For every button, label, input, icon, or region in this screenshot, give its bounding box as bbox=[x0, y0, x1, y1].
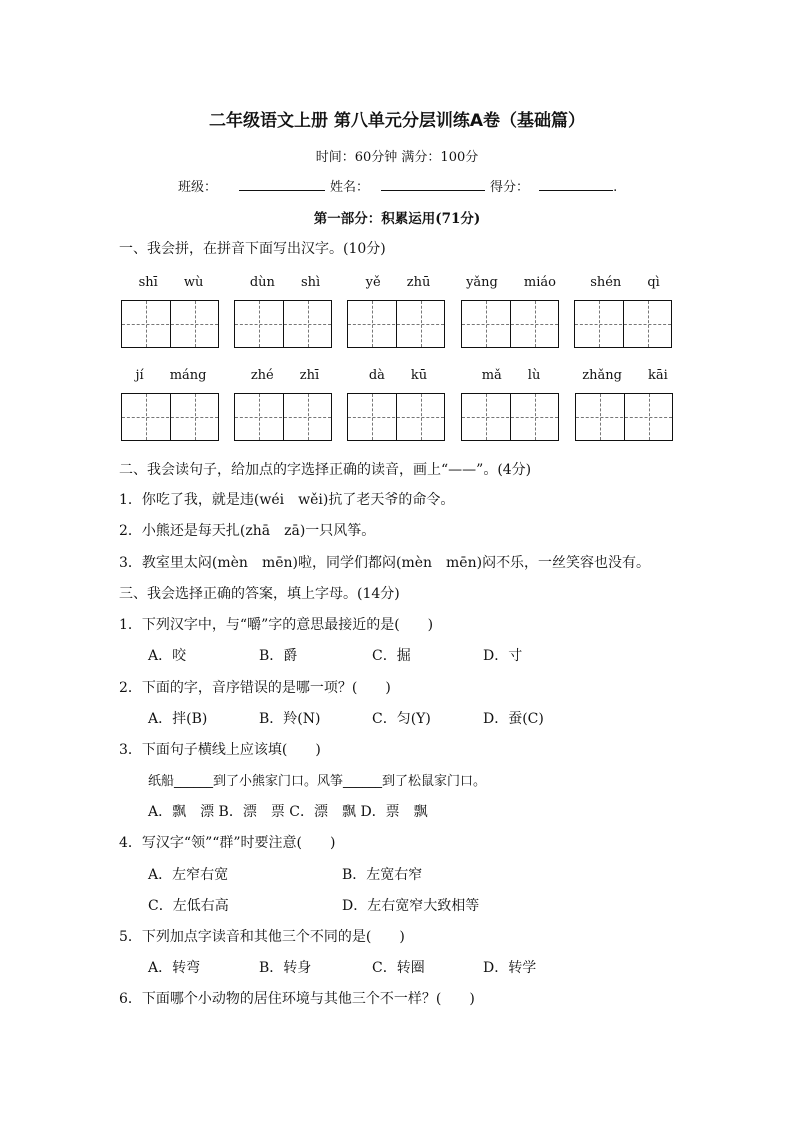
option-d[interactable]: D．寸 bbox=[483, 648, 523, 664]
option-d[interactable]: D．转学 bbox=[483, 960, 537, 976]
section1-heading: 一、我会拼，在拼音下面写出汉字。(10分) bbox=[119, 241, 386, 257]
option-b[interactable]: B．转身 bbox=[259, 960, 312, 976]
option-a[interactable]: A．左窄右宽 bbox=[148, 867, 229, 883]
question-item: 3．教室里太闷(mèn mēn)啦，同学们都闷(mèn mēn)闷不乐，一丝笑容也没有。 bbox=[119, 555, 651, 571]
question-stem: 1．下列汉字中，与“嚼”字的意思最接近的是( ) bbox=[119, 617, 434, 633]
option-d[interactable]: D．左右宽窄大致相等 bbox=[342, 898, 480, 914]
option-a[interactable]: A．转弯 bbox=[148, 960, 201, 976]
option-d[interactable]: D．蚕(C) bbox=[483, 711, 544, 727]
pinyin-cell: mǎ lù bbox=[481, 368, 541, 383]
question-item: 2．小熊还是每天扎(zhā zā)一只风筝。 bbox=[119, 523, 376, 539]
part1-heading: 第一部分：积累运用(71分) bbox=[313, 211, 481, 227]
writing-grid[interactable] bbox=[574, 300, 672, 348]
name-field[interactable] bbox=[330, 176, 485, 195]
name-label: 姓名： bbox=[330, 180, 370, 195]
option-b[interactable]: B．羚(N) bbox=[259, 711, 321, 727]
option-a[interactable]: A．拌(B) bbox=[148, 711, 208, 727]
pinyin-cell: yě zhū bbox=[365, 275, 431, 290]
question-stem: 3．下面句子横线上应该填( ) bbox=[119, 742, 321, 758]
writing-grid[interactable] bbox=[347, 300, 445, 348]
pinyin-cell: jí máng bbox=[135, 368, 207, 383]
score-field[interactable] bbox=[490, 176, 617, 195]
question-stem: 2．下面的字，音序错误的是哪一项？( ) bbox=[119, 680, 391, 696]
question-stem: 6．下面哪个小动物的居住环境与其他三个不一样？( ) bbox=[119, 991, 475, 1007]
section2-heading: 二、我会读句子，给加点的字选择正确的读音，画上“——”。(4分) bbox=[119, 462, 532, 478]
writing-grid[interactable] bbox=[121, 393, 219, 441]
pinyin-cell: zhé zhī bbox=[250, 368, 320, 383]
score-label: 得分： bbox=[490, 180, 530, 195]
option-c[interactable]: C．掘 bbox=[372, 648, 411, 664]
pinyin-cell: shī wù bbox=[138, 275, 204, 290]
score-end-dot: . bbox=[613, 180, 618, 195]
writing-grid[interactable] bbox=[121, 300, 219, 348]
page-title: 二年级语文上册 第八单元分层训练A卷（基础篇） bbox=[208, 111, 586, 131]
options-line[interactable]: A．飘 漂 B．漂 票 C．漂 飘 D．票 飘 bbox=[148, 804, 428, 820]
option-b[interactable]: B．左宽右窄 bbox=[342, 867, 423, 883]
writing-grid[interactable] bbox=[575, 393, 673, 441]
time-info: 时间：60分钟 满分：100分 bbox=[315, 150, 479, 165]
pinyin-cell: shén qì bbox=[590, 275, 660, 290]
section3-heading: 三、我会选择正确的答案，填上字母。(14分) bbox=[119, 586, 400, 602]
class-blank[interactable] bbox=[239, 176, 325, 191]
option-b[interactable]: B．爵 bbox=[259, 648, 298, 664]
writing-grid[interactable] bbox=[461, 300, 559, 348]
class-field[interactable] bbox=[178, 176, 325, 195]
option-c[interactable]: C．左低右高 bbox=[148, 898, 229, 914]
writing-grid[interactable] bbox=[234, 393, 332, 441]
writing-grid[interactable] bbox=[347, 393, 445, 441]
option-c[interactable]: C．匀(Y) bbox=[372, 711, 431, 727]
score-blank[interactable] bbox=[539, 176, 613, 191]
writing-grid[interactable] bbox=[461, 393, 559, 441]
writing-grid[interactable] bbox=[234, 300, 332, 348]
pinyin-cell: dà kū bbox=[368, 368, 428, 383]
pinyin-cell: dùn shì bbox=[249, 275, 321, 290]
name-blank[interactable] bbox=[381, 176, 485, 191]
fill-sentence: 纸船______到了小熊家门口。风筝______到了松鼠家门口。 bbox=[148, 774, 487, 789]
question-stem: 5．下列加点字读音和其他三个不同的是( ) bbox=[119, 929, 405, 945]
question-stem: 4．写汉字“领”“群”时要注意( ) bbox=[119, 835, 336, 851]
question-item: 1．你吃了我，就是违(wéi wěi)抗了老天爷的命令。 bbox=[119, 492, 455, 508]
pinyin-cell: zhǎng kāi bbox=[582, 368, 668, 383]
option-c[interactable]: C．转圈 bbox=[372, 960, 425, 976]
option-a[interactable]: A．咬 bbox=[148, 648, 187, 664]
pinyin-cell: yǎng miáo bbox=[466, 275, 556, 290]
class-label: 班级： bbox=[178, 180, 218, 195]
